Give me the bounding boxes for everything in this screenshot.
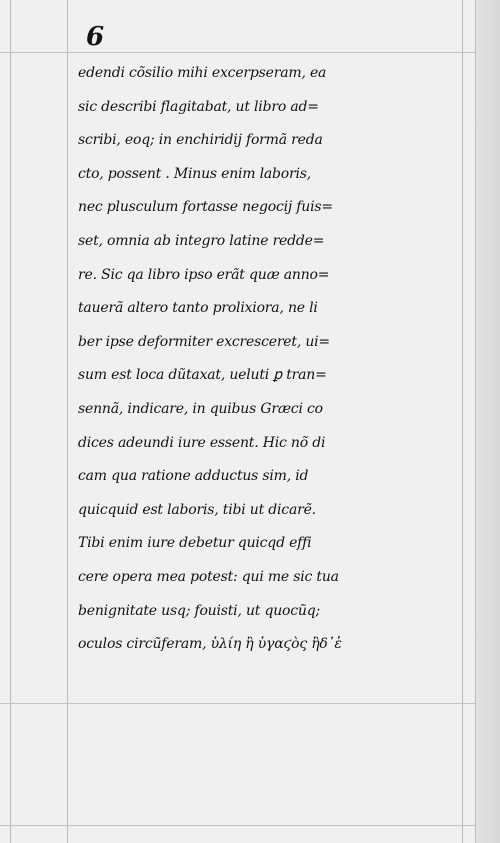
- text-line: ber ipse deformiter excresceret, ui=: [78, 333, 330, 350]
- text-line: nec plusculum fortasse negocij fuis=: [78, 199, 333, 216]
- text-line: tauerã altero tanto prolixiora, ne li: [78, 300, 318, 317]
- text-line: sic describi flagitabat, ut libro ad=: [78, 98, 319, 115]
- text-line: edendi cõsilio mihi excerpseram, ea: [78, 65, 327, 81]
- text-line: sennã, indicare, in quibus Græci co: [78, 400, 323, 417]
- text-line: re. Sic qa libro ipso erãt quæ anno=: [78, 266, 330, 283]
- text-rule-left: [67, 0, 68, 843]
- text-line: scribi, eoq; in enchiridij formã reda: [78, 132, 323, 149]
- text-line: benignitate usq; fouisti, ut quocũq;: [78, 602, 320, 619]
- margin-rule-bottom: [0, 825, 500, 826]
- text-rule-top: [0, 52, 500, 53]
- text-line: cto, possent . Minus enim laboris,: [78, 165, 312, 182]
- text-rule-bottom: [0, 703, 500, 704]
- text-line: oculos circũferam, ὑλίη ἢ ὑγαϛὸς ἢδ᾽ἑ: [78, 636, 342, 653]
- text-line: set, omnia ab integro latine redde=: [78, 232, 325, 249]
- text-line: Tibi enim iure debetur quicqd effi: [78, 535, 312, 552]
- text-line: cere opera mea potest: qui me sic tua: [78, 568, 339, 585]
- page-number: 6: [86, 22, 105, 52]
- text-rule-right: [462, 0, 463, 843]
- text-line: dices adeundi iure essent. Hic nõ di: [78, 434, 326, 451]
- page-edge: [475, 0, 500, 843]
- body-text: [78, 57, 460, 662]
- margin-rule-left: [10, 0, 11, 843]
- text-line: sum est loca dũtaxat, ueluti ꝑ tran=: [78, 367, 327, 384]
- text-line: cam qua ratione adductus sim, id: [78, 468, 309, 485]
- text-line: quicquid est laboris, tibi ut dicarẽ.: [78, 501, 316, 518]
